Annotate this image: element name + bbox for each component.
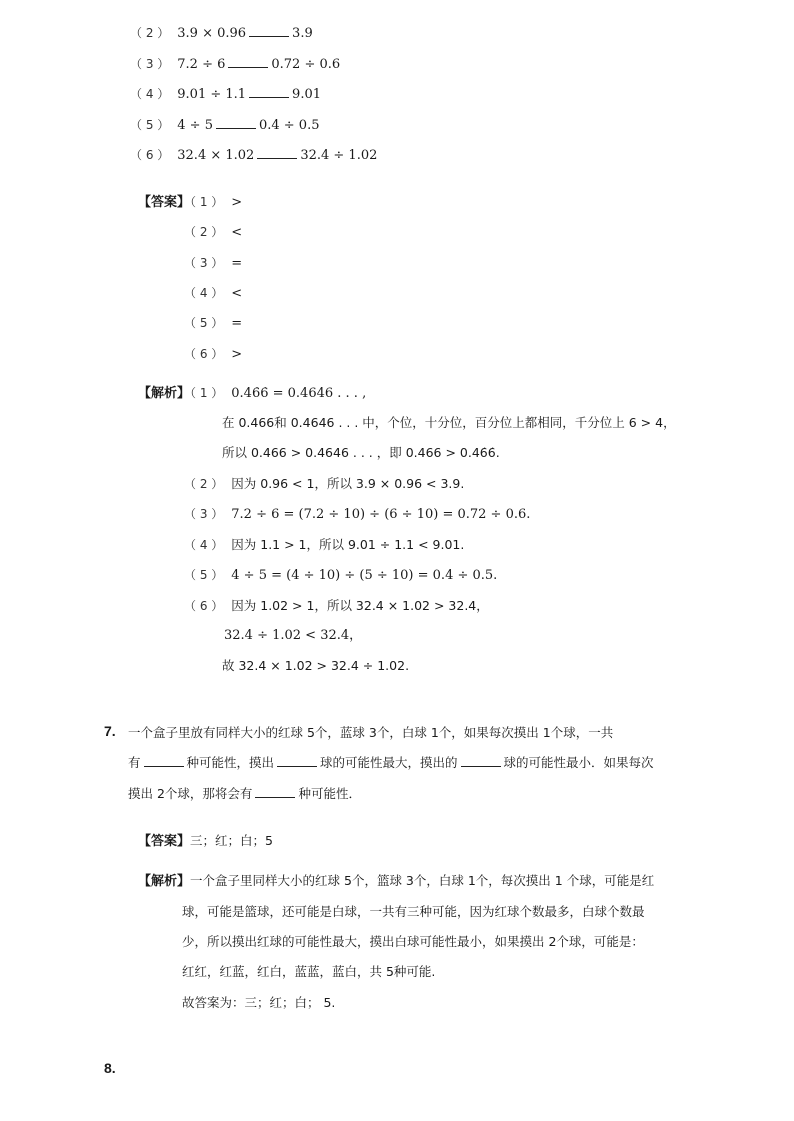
analysis-tag: 【解析】 <box>138 874 191 889</box>
answer-blank <box>461 754 501 767</box>
question-text: 一个盒子里放有同样大小的红球 5个，蓝球 3个，白球 1个，如果每次摸出 1个球，一共 <box>128 725 614 740</box>
question-text: 有 种可能性，摸出 球的可能性最大，摸出的 球的可能性最小．如果每次 <box>128 755 654 770</box>
answer-line: （ 5 ） = <box>184 316 243 331</box>
analysis-line: 32.4 ÷ 1.02 < 32.4， <box>224 628 363 643</box>
answer-blank <box>249 85 289 98</box>
q6-item: （ 3 ） 7.2 ÷ 6 0.72 ÷ 0.6 <box>130 57 341 72</box>
answer-blank <box>257 146 297 159</box>
q6-item: （ 5 ） 4 ÷ 5 0.4 ÷ 0.5 <box>130 118 320 133</box>
answer-line: （ 2 ） < <box>184 225 243 240</box>
analysis-line: （ 3 ） 7.2 ÷ 6 = (7.2 ÷ 10) ÷ (6 ÷ 10) = 0.72 ÷ 0.6. <box>184 507 531 522</box>
answer-blank <box>255 785 295 798</box>
analysis-line: 球，可能是篮球，还可能是白球，一共有三种可能，因为红球个数最多，白球个数最 <box>182 904 645 919</box>
analysis-line: （ 6 ） 因为 1.02 > 1，所以 32.4 × 1.02 > 32.4， <box>184 598 489 613</box>
answer-tag: 【答案】 <box>138 834 191 849</box>
analysis-line: 【解析】（ 1 ） 0.46̇6̇ = 0.4646 . . . , <box>138 386 367 401</box>
answer-line: （ 4 ） < <box>184 286 243 301</box>
analysis-tag: 【解析】 <box>138 386 191 401</box>
question-number: 7. <box>104 723 116 739</box>
answer-line: 【答案】三；红；白；5 <box>138 833 273 849</box>
analysis-line: 所以 0.466 > 0.4646 . . . ，即 0.466 > 0.46̇6̇. <box>222 445 500 460</box>
analysis-line: 故答案为：三；红；白； 5. <box>182 995 336 1010</box>
q6-item: （ 2 ） 3.9 × 0.96 3.9 <box>130 26 313 41</box>
answer-blank <box>249 24 289 37</box>
answer-line: （ 6 ） > <box>184 347 243 362</box>
answer-line: 【答案】（ 1 ） > <box>138 195 243 210</box>
answer-blank <box>277 754 317 767</box>
answer-blank <box>228 55 268 68</box>
q6-item: （ 4 ） 9.01 ÷ 1.1 9.01 <box>130 87 321 102</box>
analysis-line: （ 2 ） 因为 0.96 < 1，所以 3.9 × 0.96 < 3.9. <box>184 476 465 491</box>
question-number: 8. <box>104 1060 116 1076</box>
analysis-line: 少，所以摸出红球的可能性最大，摸出白球可能性最小，如果摸出 2个球，可能是： <box>182 934 644 949</box>
analysis-line: 【解析】一个盒子里同样大小的红球 5个，篮球 3个，白球 1个，每次摸出 1 个球，可能是红 <box>138 873 655 889</box>
analysis-line: 红红，红蓝，红白，蓝蓝，蓝白，共 5种可能. <box>182 964 436 979</box>
question-text: 摸出 2个球，那将会有 种可能性． <box>128 786 361 801</box>
analysis-line: 在 0.466和 0.4646 . . . 中，个位，十分位，百分位上都相同，千分位上 6 > 4， <box>222 415 676 430</box>
analysis-line: （ 5 ） 4 ÷ 5 = (4 ÷ 10) ÷ (5 ÷ 10) = 0.4 ÷ 0.5. <box>184 568 498 583</box>
answer-tag: 【答案】 <box>138 195 191 210</box>
analysis-line: （ 4 ） 因为 1.1 > 1，所以 9.01 ÷ 1.1 < 9.01. <box>184 537 465 552</box>
answer-blank <box>144 754 184 767</box>
answer-line: （ 3 ） = <box>184 256 243 271</box>
answer-blank <box>216 116 256 129</box>
analysis-line: 故 32.4 × 1.02 > 32.4 ÷ 1.02. <box>222 658 410 673</box>
q6-item: （ 6 ） 32.4 × 1.02 32.4 ÷ 1.02 <box>130 148 378 163</box>
